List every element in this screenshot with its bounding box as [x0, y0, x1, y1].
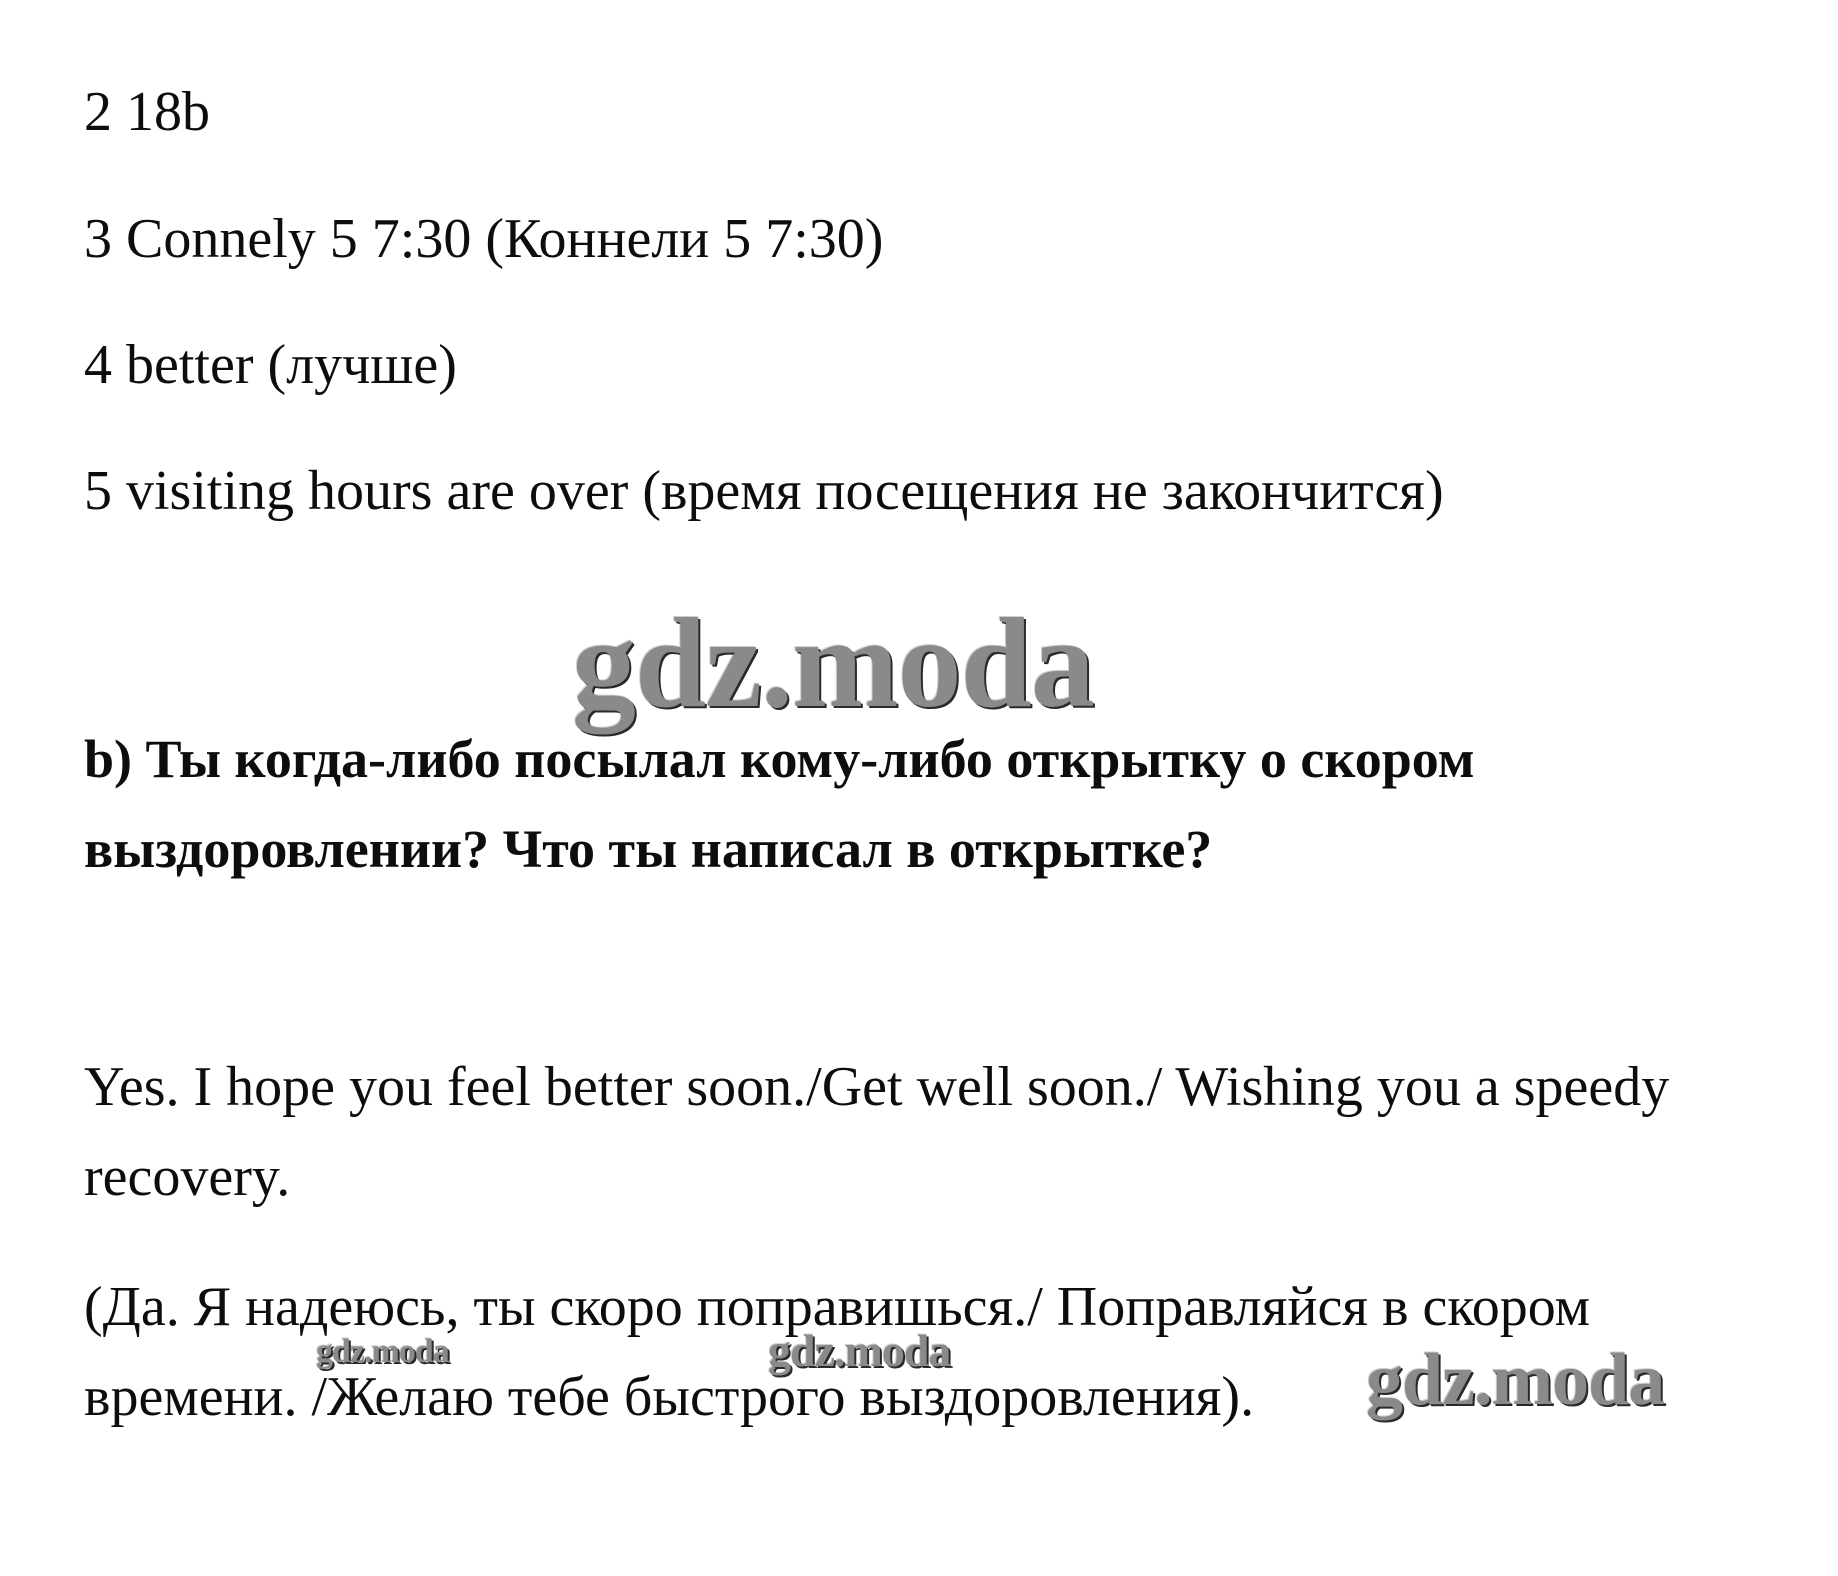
answer-russian: (Да. Я надеюсь, ты скоро поправишься./ Поправляйся в скором времени. /Желаю тебе быстрого выздоровления). [84, 1276, 1591, 1428]
question-heading: b) Ты когда-либо посылал кому-либо открытку о скором выздоровлении? Что ты написал в открытке? [84, 729, 1475, 879]
watermark-logo: gdz.moda [572, 592, 1094, 734]
answer-line-3: 3 Connely 5 7:30 (Коннели 5 7:30) [84, 208, 884, 270]
answer-line-2: 2 18b [84, 81, 210, 143]
answer-line-4: 4 better (лучше) [84, 334, 457, 396]
watermark-logo-medium: gdz.moda [1366, 1339, 1665, 1421]
answer-line-5: 5 visiting hours are over (время посещения не закончится) [84, 460, 1444, 522]
watermark-logo-small-center: gdz.moda [768, 1325, 951, 1376]
answer-english: Yes. I hope you feel better soon./Get well soon./ Wishing you a speedy recovery. [84, 1056, 1670, 1208]
watermark-logo-small: gdz.moda [316, 1333, 449, 1370]
